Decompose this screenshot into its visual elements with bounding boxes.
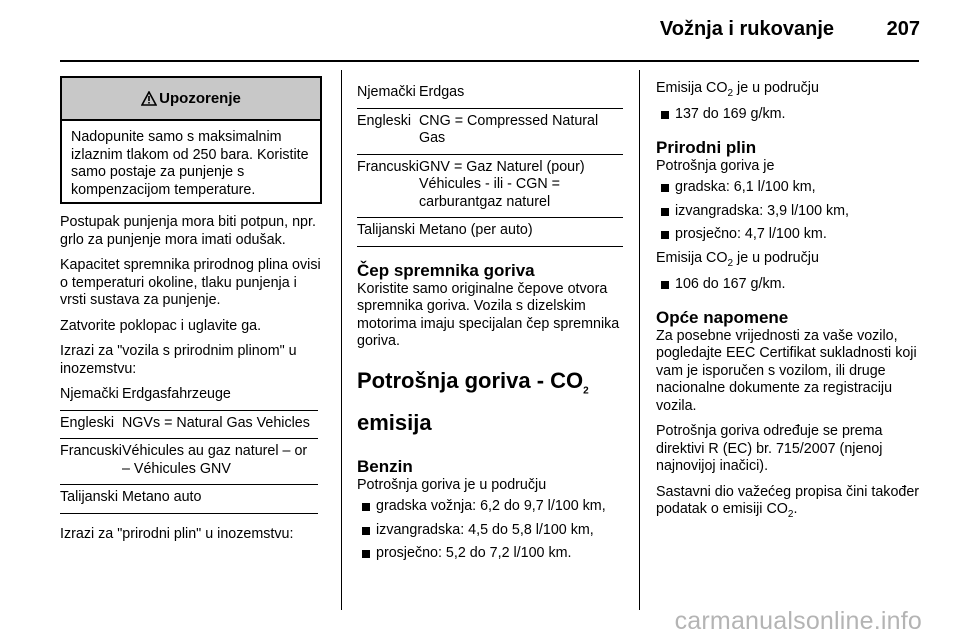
column-3 [656,80,920,532]
benzin-list [357,498,623,563]
table-lang-cell: Njemački [60,386,119,402]
warning-header [62,78,320,121]
table-term-cell: Véhicules au gaz naturel – or – Véhicules GNV [121,443,308,477]
prirodni-plin-heading: Prirodni plin [656,137,757,157]
emisija-benzin-label [656,80,920,102]
list-item: prosječno: 5,2 do 7,2 l/100 km. [357,545,623,563]
table-term-cell: Erdgas [418,84,465,100]
emisija-label-b: je u području [733,249,819,266]
column-divider-left [341,70,342,610]
page-header-title: Vožnja i rukovanje [659,18,834,40]
table-lang-cell: Talijanski [357,222,416,238]
list-item: 137 do 169 g/km. [656,106,920,124]
table-term-cell: Metano (per auto) [418,222,533,238]
paragraph-punjenje: Postupak punjenja mora biti potpun, npr. grlo za punjenje mora imati odušak. [60,214,316,248]
warning-triangle-icon [141,91,157,106]
column-2 [357,80,623,569]
table-lang-cell: Engleski [357,112,412,129]
emisija-label-a: Emisija CO [656,249,728,266]
warning-title: Upozorenje [159,90,241,107]
list-item: izvangradska: 4,5 do 5,8 l/100 km, [357,522,623,540]
paragraph-kapacitet: Kapacitet spremnika prirodnog plina ovisi o temperaturi okoline, tlaku punjenja i vrsti sustava za punjenje. [60,257,321,308]
warning-text: Nadopunite samo s maksimalnim izlaznim tlakom od 250 bara. Koristite samo postaje za punjenje s kompenzacijom temperature. [71,129,309,198]
prirodni-plin-list [656,179,920,244]
paragraph-izrazi-plin: Izrazi za "prirodni plin" u inozemstvu: [60,525,294,542]
table-term-cell: NGVs = Natural Gas Vehicles [121,414,310,431]
co2-subscript: 2 [727,257,734,269]
cep-spremnika-heading: Čep spremnika goriva [357,260,535,280]
plin-co2-list [656,276,920,294]
benzin-intro: Potrošnja goriva je u području [357,476,547,493]
table-term-cell: GNV = Gaz Naturel (pour) Véhicules - ili - CGN = carburantgaz naturel [418,158,585,210]
paragraph-poklopac: Zatvorite poklopac i uglavite ga. [60,317,262,334]
list-item: prosječno: 4,7 l/100 km. [656,226,920,244]
list-item: 106 do 167 g/km. [656,276,920,294]
table-term-cell: Erdgasfahrzeuge [121,386,231,402]
opce-napomene-heading: Opće napomene [656,307,789,327]
co2-subscript: 2 [727,87,734,99]
list-item: gradska vožnja: 6,2 do 9,7 l/100 km, [357,498,623,516]
section-heading [357,365,623,439]
emisija-label-a: Emisija CO [656,80,728,96]
column-divider-right [639,70,640,610]
benzin-heading: Benzin [357,456,413,476]
terms-gas-table [357,80,623,247]
table-lang-cell: Francuski [60,443,122,459]
warning-box [60,76,322,204]
benzin-co2-list [656,106,920,124]
list-item: izvangradska: 3,9 l/100 km, [656,203,920,221]
table-lang-cell: Engleski [60,414,115,431]
table-lang-cell: Talijanski [60,489,119,505]
watermark: carmanualsonline.info [674,607,922,635]
opce-napomene-p3 [656,484,920,524]
table-lang-cell: Njemački [357,84,416,100]
prirodni-plin-intro: Potrošnja goriva je [656,157,775,174]
section-heading-subscript: 2 [583,384,589,396]
emisija-label-b: je u području [733,80,819,96]
column-1 [60,214,325,551]
emisija-plin-label [656,250,920,272]
section-heading-part-b: emisija [357,409,432,435]
header-rule [60,60,919,62]
opce-napomene-p2: Potrošnja goriva određuje se prema direktivi R (EC) br. 715/2007 (njenoj najnovijoj inačici). [656,423,883,475]
list-item: gradska: 6,1 l/100 km, [656,179,920,197]
paragraph-izrazi-vozila: Izrazi za "vozila s prirodnim plinom" u inozemstvu: [60,343,297,377]
terms-vehicles-table [60,382,318,514]
table-term-cell: Metano auto [121,489,202,505]
table-lang-cell: Francuski [357,158,419,175]
page-number: 207 [886,18,920,40]
co2-subscript: 2 [787,509,794,521]
table-term-cell: CNG = Compressed Natural Gas [418,112,599,146]
opce-p3-text: Sastavni dio važećeg propisa čini također podatak o emisiji CO [656,483,920,518]
cep-spremnika-text: Koristite samo originalne čepove otvora spremnika goriva. Vozila s dizelskim motorima imaju specijalan čep spremnika goriva. [357,280,620,349]
section-heading-part-a: Potrošnja goriva - CO [357,367,584,393]
opce-p3-end: . [793,501,798,518]
opce-napomene-p1: Za posebne vrijednosti za vaše vozilo, pogledajte EEC Certifikat sukladnosti koji vam je isporučen s vozilom, ili druge nacionalne dokumente za registraciju vozila. [656,327,917,414]
